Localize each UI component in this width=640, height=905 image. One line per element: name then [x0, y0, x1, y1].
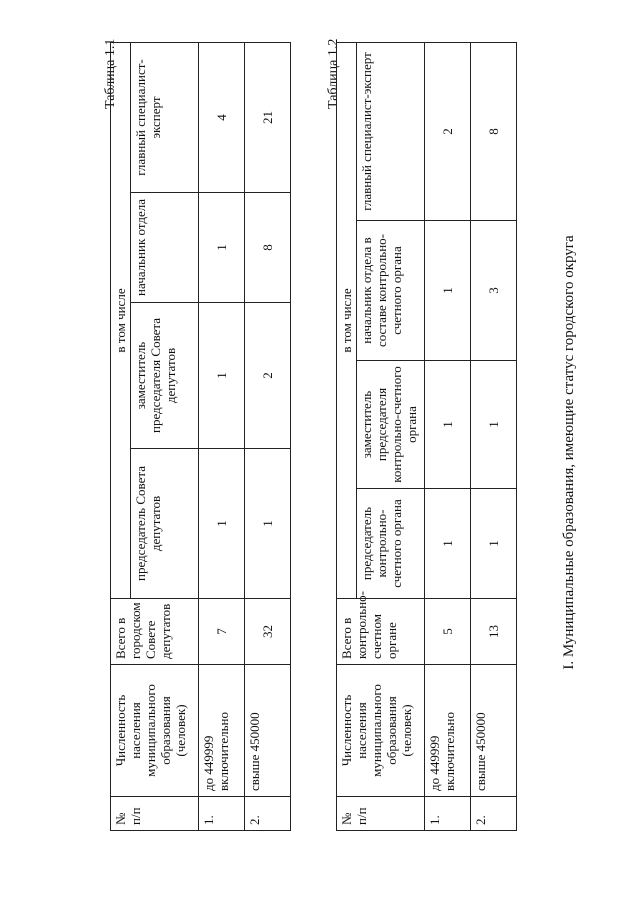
table-1-subheader: заместитель председателя Совета депутатов — [131, 303, 199, 449]
row-value: 1 — [471, 489, 517, 599]
table-row — [245, 42, 291, 830]
table-2-subheader: председатель контрольно-счетного органа — [357, 489, 425, 599]
section-title: I. Муниципальные образования, имеющие статус городского округа — [561, 235, 577, 670]
row-value: 1 — [245, 449, 291, 599]
table-1 — [110, 42, 291, 831]
row-value: 8 — [471, 42, 517, 220]
table-2-header-total: Всего в контрольно-счетном органе — [337, 599, 425, 665]
row-number: 2. — [471, 797, 517, 831]
table-1-caption: Таблица 1.1 — [103, 38, 118, 109]
row-value: 8 — [245, 193, 291, 303]
row-number: 2. — [245, 797, 291, 831]
table-1-header-population: Численность населения муниципального образования (человек) — [111, 665, 199, 797]
table-1-group-header: в том числе — [111, 42, 131, 598]
row-value: 1 — [199, 193, 245, 303]
row-number: 1. — [425, 797, 471, 831]
row-population: до 449999 включительно — [199, 665, 245, 797]
row-total: 13 — [471, 599, 517, 665]
table-1-subheader: главный специалист-эксперт — [131, 42, 199, 192]
row-value: 1 — [199, 449, 245, 599]
row-value: 4 — [199, 42, 245, 192]
row-value: 21 — [245, 42, 291, 192]
table-2-caption: Таблица 1.2 — [326, 38, 341, 109]
row-population: свыше 450000 — [245, 665, 291, 797]
table-1-subheader: начальник отдела — [131, 193, 199, 303]
table-1-header-num: № п/п — [111, 797, 199, 831]
table-2-header-population: Численность населения муниципального образования (человек) — [337, 665, 425, 797]
row-number: 1. — [199, 797, 245, 831]
row-value: 3 — [471, 221, 517, 361]
table-2-header-num: № п/п — [337, 797, 425, 831]
table-row — [471, 42, 517, 830]
row-value: 1 — [199, 303, 245, 449]
table-2-subheader: заместитель председателя контрольно-счетного органа — [357, 361, 425, 489]
table-row — [199, 42, 245, 830]
table-2 — [336, 42, 517, 831]
table-1-subheader: председатель Совета депутатов — [131, 449, 199, 599]
row-population: свыше 450000 — [471, 665, 517, 797]
row-value: 1 — [425, 361, 471, 489]
row-total: 5 — [425, 599, 471, 665]
table-1-header-total: Всего в городском Совете депутатов — [111, 599, 199, 665]
row-value: 2 — [245, 303, 291, 449]
table-2-subheader: главный специалист-эксперт — [357, 42, 425, 220]
row-population: до 449999 включительно — [425, 665, 471, 797]
row-total: 7 — [199, 599, 245, 665]
table-2-subheader: начальник отдела в составе контрольно-счетного органа — [357, 221, 425, 361]
row-total: 32 — [245, 599, 291, 665]
table-row — [425, 42, 471, 830]
row-value: 2 — [425, 42, 471, 220]
table-2-group-header: в том числе — [337, 42, 357, 598]
row-value: 1 — [425, 221, 471, 361]
row-value: 1 — [425, 489, 471, 599]
row-value: 1 — [471, 361, 517, 489]
